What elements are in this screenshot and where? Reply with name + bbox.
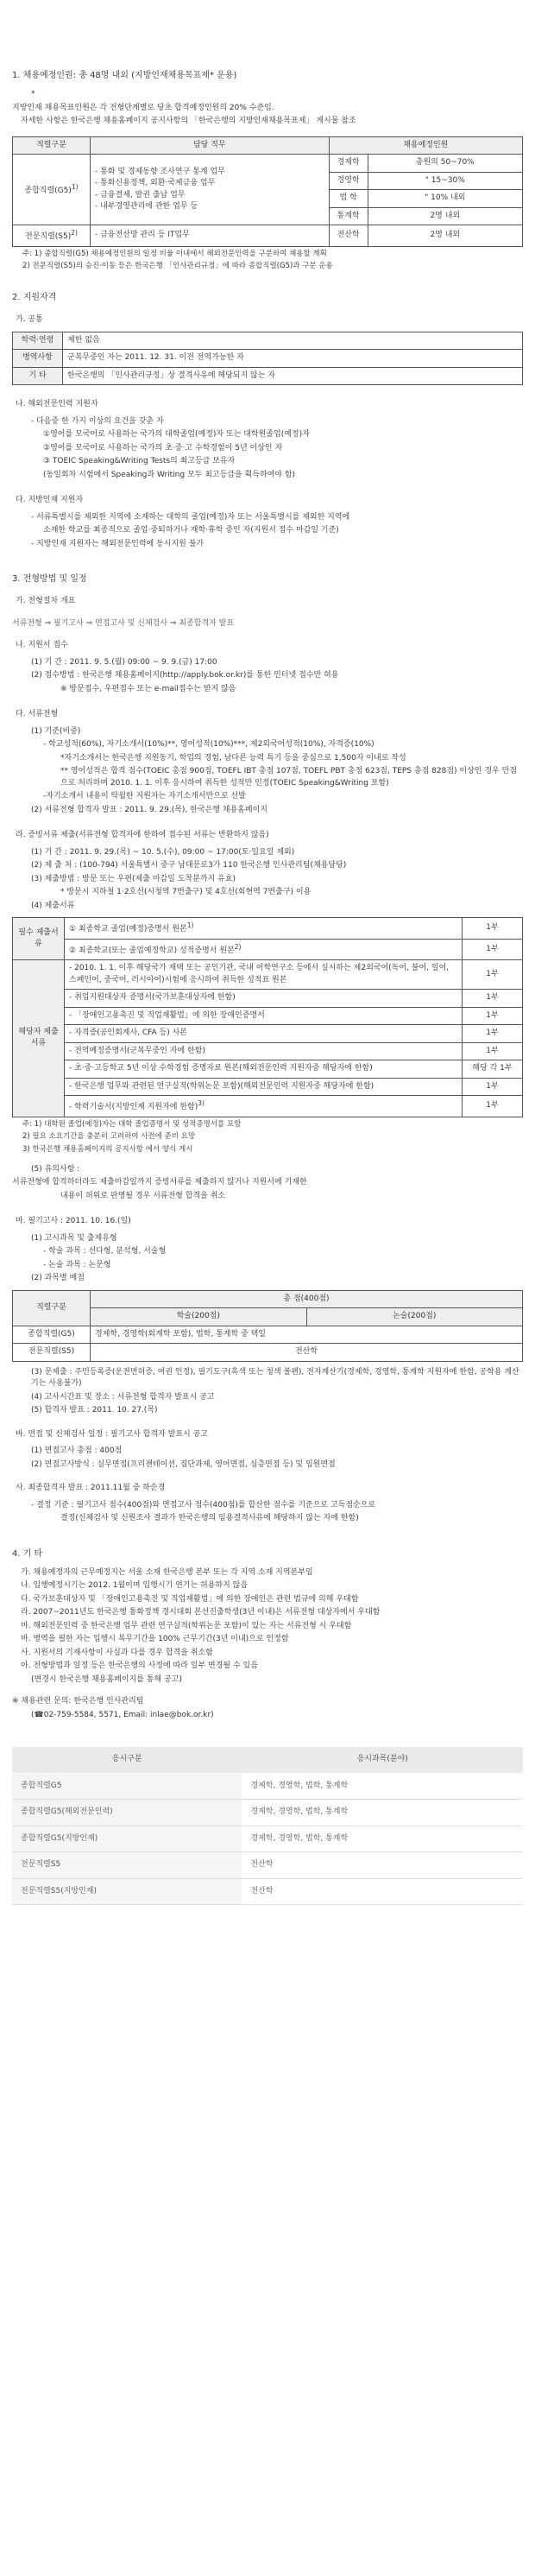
col-header: 채용예정인원 xyxy=(329,136,522,155)
section-title: 2. 지원자격 xyxy=(12,293,57,302)
contact-info: (☎02-759-5584, 5571, Email: inlae@bok.or.kr) xyxy=(31,1710,214,1719)
list-item: (3) 문제출 : 주민등록증(운전면허증, 여권 인정), 필기도구(흑색 또는 청색 볼펜), 전자계산기(경제학, 경영학, 통계학 지원자에 한함, 공학용 계산기는 사용불가) xyxy=(31,1367,519,1389)
row-label: 학력·연령 xyxy=(13,332,63,350)
list-item: (2) 과목별 배점 xyxy=(31,1274,85,1283)
cell: - 취업지원대상자 증명서(국가보훈대상자에 한함) xyxy=(65,990,463,1008)
cell: 2명 내외 xyxy=(368,225,522,247)
cell: 1부 xyxy=(463,1096,523,1117)
paragraph: 자세한 사항은 한국은행 채용홈페이지 공지사항의 「한국은행의 지방인재채용목표제」 게시물 참조 xyxy=(21,117,356,125)
list-item: (2) 접수방법 : 한국은행 채용홈페이지(http://apply.bok.or.kr)를 통한 인터넷 접수만 허용 xyxy=(31,671,339,680)
list-item: (1) 면접고사 총점 : 400점 xyxy=(31,1446,123,1456)
cell: 종합직렬G5(지방인재) xyxy=(12,1826,242,1852)
cell: 전산학 xyxy=(91,1344,523,1362)
cell: - 학력기술서(지방인재 지원자에 한함)$^{3)}$ xyxy=(65,1096,463,1117)
list-item: (4) 고사시간표 및 장소 : 서류전형 합격자 발표시 공고 xyxy=(31,1392,215,1402)
col-header: 직렬구분 xyxy=(13,136,91,155)
cell: 경제학, 경영학, 법학, 통계학 xyxy=(242,1773,523,1800)
cell: - 초·중·고등학교 5년 이상 수학경험 증명자료 원본(해외전문인력 지원자중 해당자에 한함) xyxy=(65,1060,463,1079)
cell: 총원의 50~70% xyxy=(368,155,522,173)
subsection-title: 가. 전형절차 개요 xyxy=(16,597,76,605)
cell: 2명 내외 xyxy=(368,207,522,225)
cell: 1부 xyxy=(463,1078,523,1096)
note: 2) 전문직렬(S5)의 승진·이동 등은 한국은행 「인사관리규정」에 따라 종합직렬(G5)과 구분 운용 xyxy=(22,262,333,271)
list-item: 가. 채용예정자의 근무예정지는 서울 소재 한국은행 본부 또는 각 지역 소재 지역본부임 xyxy=(21,1567,313,1577)
subsection-title: 나. 지원서 접수 xyxy=(16,641,68,649)
cell: 전산학 xyxy=(242,1878,523,1905)
cell: - 한국은행 업무와 관련된 연구실적(학위논문 포함)(해외전문인력 지원자중 해당자에 한함) xyxy=(65,1078,463,1096)
list-item: 다. 국가보훈대상자 및 「장애인고용촉진 및 직업재활법」에 의한 장애인은 관련 법규에 의해 우대함 xyxy=(21,1594,359,1604)
col-header: 직렬구분 xyxy=(13,1290,91,1326)
row-label: 전문직렬$(S5)^{2)}$ xyxy=(13,225,91,247)
cell: 1부 xyxy=(463,990,523,1008)
list-item: * 방문시 지하철 1·2호선(시청역 7번출구) 및 4호선(회현역 7번출구) 이용 xyxy=(60,888,312,896)
row-label: 해당자 제출서류 xyxy=(13,960,65,1117)
duty-cell: - 금융전산망 관리 등 IT업무 xyxy=(91,225,330,247)
subsection-title: 다. 지방인재 지원자 xyxy=(16,496,84,504)
row-label: 병역사항 xyxy=(13,350,63,368)
contact-title: ※ 채용관련 문의: 한국은행 인사관리팀 xyxy=(12,1697,144,1706)
cell: 전산학 xyxy=(329,225,368,247)
list-item: (1) 기 간 : 2011. 9. 29.(목) ~ 10. 5.(수), 09:00 ~ 17:00(토·일요일 제외) xyxy=(31,847,295,857)
cell: 1부 xyxy=(463,1007,523,1025)
list-item: - 논술 과목 : 논문형 xyxy=(43,1260,111,1269)
list-item: (2) 면접고사방식 : 실무면접(프리젠테이션, 집단과제, 영어면접, 심층면접 등) 및 임원면접 xyxy=(31,1459,336,1469)
cell: " 10% 내외 xyxy=(368,190,522,208)
cell: 법 학 xyxy=(329,190,368,208)
list-item: -자기소개서 내용이 탁월한 지원자는 자기소개서만으로 선발 xyxy=(43,792,246,801)
subsection-title: 사. 최종합격자 발표 : 2011.11월 중 하순경 xyxy=(16,1484,166,1493)
list-item: - 학술 과목 : 선다형, 분석형, 서술형 xyxy=(43,1247,167,1256)
list-item: (1) 기 간 : 2011. 9. 5.(월) 09:00 ~ 9. 9.(금) 17:00 xyxy=(31,657,217,667)
note: 2) 필요 소요기간을 충분히 고려하여 사전에 준비 요망 xyxy=(22,1132,196,1142)
list-item: - 학교성적(60%), 자기소개서(10%)**, 영어성적(10%)***, 제2외국어성적(10%), 자격증(10%) xyxy=(43,740,374,749)
common-table xyxy=(12,332,523,386)
list-item: 바. 병역을 필한 자는 입행시 복무기간을 100% 근무기간(3년 이내)으로 인정함 xyxy=(21,1635,289,1644)
subject-summary-table xyxy=(12,1747,523,1905)
list-item: (1) 고시과목 및 출제유형 xyxy=(31,1233,117,1243)
list-item: (5) 합격자 발표 : 2011. 10. 27.(목) xyxy=(31,1406,158,1415)
section-title: 4. 기 타 xyxy=(12,1548,43,1559)
row-label: 종합직렬(G5) xyxy=(13,1326,91,1344)
cell: 1부 xyxy=(463,960,523,990)
cell: 한국은행의 「인사관리규정」상 결격사유에 해당되지 않는 자 xyxy=(63,367,523,385)
cell: 종합직렬G5 xyxy=(12,1773,242,1800)
cell: 경제학, 경영학, 법학, 통계학 xyxy=(242,1800,523,1826)
list-item: - 지방인재 지원자는 해외전문인력에 동시지원 불가 xyxy=(31,539,205,548)
list-item: (1) 기준(비중) xyxy=(31,726,81,736)
row-label: 기 타 xyxy=(13,367,63,385)
note: 주: 1) 종합직렬(G5) 채용예정인원의 일정 비율 이내에서 해외전문인력을 구분하여 채용할 계획 xyxy=(22,249,327,258)
cell: 종합직렬G5(해외전문인력) xyxy=(12,1800,242,1826)
cell: - 전역예정증명서(군복무중인 자에 한함) xyxy=(65,1042,463,1060)
list-item: (5) 유의사항 : xyxy=(31,1164,80,1174)
row-label: 필수 제출서류 xyxy=(13,918,65,960)
list-item: 소재한 학교를 최종적으로 졸업·중퇴하거나 재학·휴학 중인 자(지원서 접수 마감일 기준) xyxy=(43,526,339,535)
list-item: 나. 입행예정시기는 2012. 1월이며 입행시기 연기는 허용하지 않음 xyxy=(21,1581,249,1591)
paragraph: 지방인재 채용목표인원은 각 전형단계별로 당초 합격예정인원의 20% 수준임. xyxy=(12,103,274,112)
list-item: ** 영어성적은 합격 점수(TOEIC 총점 900점, TOEFL IBT 총점 107점, TOEFL PBT 총점 623점, TEPS 총점 828점) 이상인 경우 만점으로 처리하며 2010. 1. 1. 이후 응시하여 취득한 성적만 인정(TOEIC Speaking&Writing 포함) xyxy=(60,767,517,788)
subsection-title: 바. 면접 및 신체검사 일정 : 필기고사 합격자 발표시 공고 xyxy=(16,1429,208,1439)
list-item: - 서류특별시를 제외한 지역에 소재하는 대학의 졸업(예정)자 또는 서울특별시를 제외한 지역에 xyxy=(31,512,350,522)
cell: 전산학 xyxy=(242,1852,523,1879)
documents-table xyxy=(12,917,523,1117)
cell: 경제학, 경영학(회계학 포함), 법학, 통계학 중 택일 xyxy=(91,1326,523,1344)
subsection-title: 다. 서류전형 xyxy=(16,710,59,718)
cell: - 「장애인고용촉진 및 직업재활법」에 의한 장애인증명서 xyxy=(65,1007,463,1025)
cell: 1부 xyxy=(463,1042,523,1060)
list-item: (변경시 한국은행 채용홈페이지를 통해 공고) xyxy=(31,1674,182,1684)
note: 3) 한국은행 채용홈페이지의 공지사항 에서 양식 게시 xyxy=(22,1145,193,1154)
section-eligibility xyxy=(12,291,523,550)
list-item: 라. 2007~2011년도 한국은행 통화정책 경시대회 본선진출학생(3년 이내)은 서류전형 대상자에서 우대함 xyxy=(21,1608,381,1617)
list-item: (동일회차 시험에서 Speaking과 Writing 모두 최고등급을 획득하여야 함) xyxy=(43,470,296,479)
list-item: (2) 서류전형 합격자 발표 : 2011. 9. 29.(목), 한국은행 채용홈페이지 xyxy=(31,805,268,814)
subsection-title: 라. 증빙서류 제출(서류전형 합격자에 한하여 접수된 서류는 반환하지 않음) xyxy=(16,831,269,839)
cell: ① 최종학교 졸업(예정)증명서 원본$^{1)}$ xyxy=(65,918,463,940)
list-item: 사. 지원서의 기재사항이 사실과 다를 경우 합격을 취소함 xyxy=(21,1648,213,1657)
list-item: - 결정 기준 : 필기고사 점수(400점)와 면접고사 점수(400점)를 합산한 점수를 기준으로 고득점순으로 xyxy=(31,1500,376,1510)
duty-cell: - 통화 및 경제동향 조사연구 통계 업무 - 통화신용정책, 외환·국제금융 업무 - 금융결제, 발권 출납 업무 - 내부경영관리에 관한 업무 등 xyxy=(91,155,330,225)
cell: 경제학 xyxy=(329,155,368,173)
section-recruit-count xyxy=(12,69,523,272)
list-item: ②영어를 모국어로 사용하는 국가의 초·중·고 수학경험이 5년 이상인 자 xyxy=(43,443,283,453)
cell: ② 최종학교(또는 졸업예정학교) 성적증명서 원본$^{2)}$ xyxy=(65,939,463,960)
row-label: 전문직렬(S5) xyxy=(13,1344,91,1362)
list-item: 내용이 허위로 판명될 경우 서류전형 합격을 취소 xyxy=(60,1191,226,1200)
cell: 제한 없음 xyxy=(63,332,523,350)
list-item: 결정(신체검사 및 신원조사 결과가 한국은행의 임용결격사유에 해당하지 않는 자에 한함) xyxy=(60,1514,359,1523)
list-item: 마. 해외전문인력 중 한국은행 업무 관련 연구실적(학위논문 포함)이 있는 자는 서류전형 시 우대함 xyxy=(21,1621,352,1630)
section-title: 3. 전형방법 및 일정 xyxy=(12,574,87,584)
cell: 군복무중인 자는 2011. 12. 31. 이전 전역가능한 자 xyxy=(63,350,523,368)
col-header: 학술(200점) xyxy=(91,1308,307,1326)
col-header: 응시구분 xyxy=(12,1747,242,1773)
footnote-star: * xyxy=(31,90,35,98)
col-header: 담당 직무 xyxy=(91,136,330,155)
recruit-table xyxy=(12,136,523,247)
cell: " 15~30% xyxy=(368,172,522,190)
list-item: - 다음중 한 가지 이상의 요건을 갖춘 자 xyxy=(31,416,164,426)
list-item: (2) 제 출 처 : (100-794) 서울특별시 중구 남대문로3가 110 한국은행 인사관리팀(채용담당) xyxy=(31,861,347,870)
cell: 경제학, 경영학, 법학, 통계학 xyxy=(242,1826,523,1852)
col-header: 응시과목(분야) xyxy=(242,1747,523,1773)
section-title: 1. 채용예정인원: 총 48명 내외 (지방인재채용목표제* 운용) xyxy=(12,71,237,80)
list-item: *자기소개서는 한국은행 지원동기, 학업의 경험, 남다른 능력 특기 등을 중심으로 1,500자 이내로 작성 xyxy=(60,753,406,763)
process-flow: 서류전형 ⇒ 필기고사 ⇒ 면접고사 및 신체검사 ⇒ 최종합격자 발표 xyxy=(12,618,235,628)
list-item: ③ TOEIC Speaking&Writing Tests의 최고등급 보유자 xyxy=(43,457,236,465)
list-item: (4) 제출서류 xyxy=(31,901,75,910)
subsection-title: 마. 필기고사 : 2011. 10. 16.(일) xyxy=(16,1217,131,1226)
cell: - 2010. 1. 1. 이후 해당국가 재택 또는 공인기관, 국내 어학연구소 등에서 실시하는 제2외국어(독어, 불어, 일어, 스페인어, 중국어, 러시아어)시험에 응시하여 취득한 성적표 원본 xyxy=(65,960,463,990)
note: 주: 1) 대학원 졸업(예정)자는 대학 졸업증명서 및 성적증명서를 포함 xyxy=(22,1119,242,1129)
col-header: 논술(200점) xyxy=(306,1308,523,1326)
col-header: 총 점(400점) xyxy=(91,1290,523,1308)
cell: 전문직렬S5(지방인재) xyxy=(12,1878,242,1905)
list-item: 서류전형에 합격하더라도 제출마감일까지 증빙서류를 제출하지 않거나 지원서에 기재한 xyxy=(12,1178,307,1187)
section-etc xyxy=(12,1547,523,1722)
subsection-title: 가. 공통 xyxy=(16,315,43,324)
cell: - 자격증(공인회계사, CFA 등) 사본 xyxy=(65,1025,463,1043)
list-item: (3) 제출방법 : 방문 또는 우편(제출 마감일 도착분까지 유효) xyxy=(31,874,236,883)
cell: 1부 xyxy=(463,939,523,960)
score-table xyxy=(12,1290,523,1362)
section-process xyxy=(12,573,523,1525)
cell: 1부 xyxy=(463,918,523,940)
cell: 통계학 xyxy=(329,207,368,225)
cell: 해당 각 1부 xyxy=(463,1060,523,1079)
list-item: ※ 방문접수, 우편접수 또는 e-mail접수는 받지 않음 xyxy=(60,684,236,693)
list-item: 아. 전형방법과 일정 등은 한국은행의 사정에 따라 일부 변경될 수 있음 xyxy=(21,1661,258,1671)
row-label: 종합직렬$(G5)^{1)}$ xyxy=(13,155,91,225)
subsection-title: 나. 해외전문인력 지원자 xyxy=(16,400,98,408)
cell: 전문직렬S5 xyxy=(12,1852,242,1879)
cell: 경영학 xyxy=(329,172,368,190)
cell: 1부 xyxy=(463,1025,523,1043)
list-item: ①영어를 모국어로 사용하는 국가의 대학졸업(예정)자 또는 대학원졸업(예정)자 xyxy=(43,430,310,439)
